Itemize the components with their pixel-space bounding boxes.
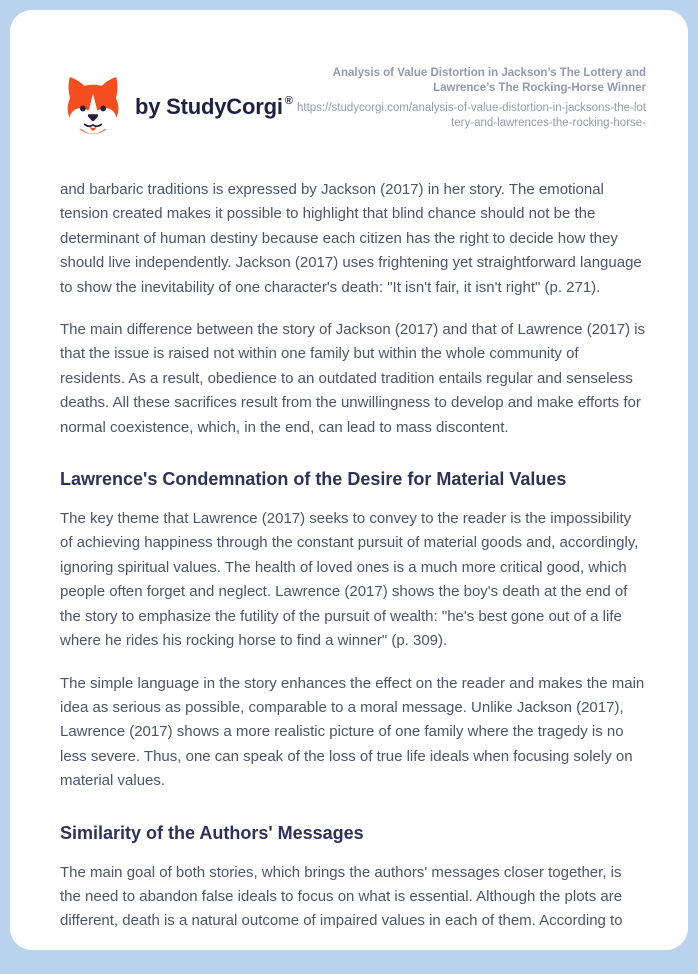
corgi-logo-icon (60, 76, 126, 138)
essay-paragraph: The key theme that Lawrence (2017) seeks to convey to the reader is the impossibility of achieving happiness through the constant pursuit of material goods and, accordingly, ignoring spiritual values. The health of loved ones is a much more critical good, which people often forget and neglect. Lawrence (2017) shows the boy's death at the end of the story to emphasize the futility of the pursuit of wealth: "he's best gone out of a life where he rides his rocking horse to find a winner" (p. 309). (60, 510, 639, 650)
logo-text: by StudyCorgi (135, 94, 283, 119)
essay-body (60, 178, 646, 934)
essay-paragraph: and barbaric traditions is expressed by Jackson (2017) in her story. The emotional tension created makes it possible to highlight that blind chance should not be the determinant of human destiny because each citizen has the right to decide how they should live independently. Jackson (2017) uses frightening yet straightforward language to show the inevitability of one character's death: "It isn't fair, it isn't right" (p. 271). (60, 181, 642, 296)
essay-paragraph: The simple language in the story enhances the effect on the reader and makes the main idea as serious as possible, comparable to a moral message. Unlike Jackson (2017), Lawrence (2017) shows a more realistic picture of one family where the tragedy is no less severe. Thus, one can speak of the loss of true life ideals when focusing solely on material values. (60, 674, 645, 790)
essay-paragraph: The main goal of both stories, which brings the authors' messages closer together, is the need to abandon false ideals to focus on what is essential. Although the plots are different, death is a natural outcome of impaired values in each of them. According to (60, 863, 623, 930)
registered-trademark-symbol: ® (284, 94, 293, 107)
logo-wordmark (135, 94, 293, 120)
section-heading-similarity-of-messages: Similarity of the Authors' Messages (60, 822, 364, 843)
document-header (60, 62, 646, 138)
document-meta (296, 62, 646, 131)
studycorgi-logo (60, 76, 293, 138)
section-heading-lawrences-condemnation: Lawrence's Condemnation of the Desire for Material Values (60, 469, 567, 490)
document-card (10, 10, 688, 950)
document-source-url: https://studycorgi.com/analysis-of-value-distortion-in-jacksons-the-lottery-and-lawrences-the-rocking-horse- (297, 102, 646, 129)
essay-paragraph: The main difference between the story of Jackson (2017) and that of Lawrence (2017) is that the issue is raised not within one family but within the whole community of residents. As a result, obedience to an outdated tradition entails regular and senseless deaths. All these sacrifices result from the unwillingness to develop and make efforts for normal coexistence, which, in the end, can lead to mass discontent. (60, 321, 646, 436)
document-title: Analysis of Value Distortion in Jackson’s The Lottery and Lawrence’s The Rocking-Horse Winner (332, 67, 646, 94)
